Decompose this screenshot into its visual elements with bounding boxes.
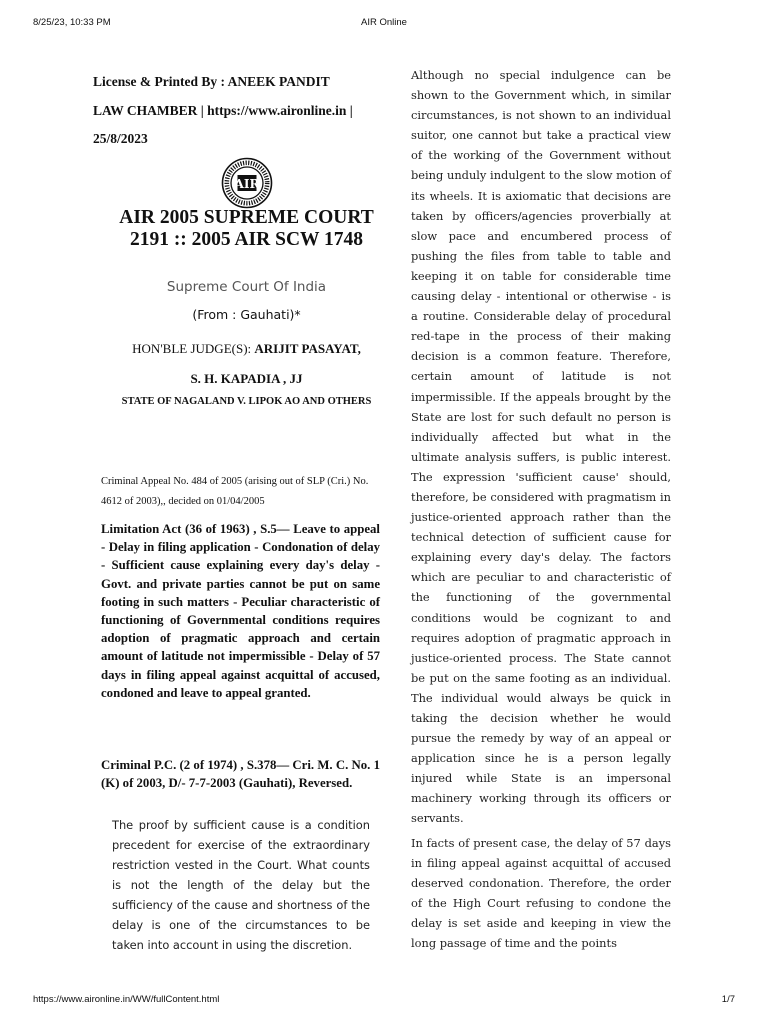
- license-block: [93, 68, 355, 154]
- judgment-paragraph-2: In facts of present case, the delay of 57 days in filing appeal against acquittal of accused deserved condonation. Therefore, the order of the High Court refusing to condone the delay is set aside and keeping in view the long passage of time and the points: [411, 836, 671, 951]
- print-url: https://www.aironline.in/WW/fullContent.html: [33, 994, 220, 1005]
- judges-names-2: S. H. KAPADIA , JJ: [190, 371, 303, 386]
- headnote-limitation: Limitation Act (36 of 1963) , S.5— Leave to appeal - Delay in filing application - Condonation of delay - Sufficient cause explaining every day's delay - Govt. and private parties cannot be put on same footing in such matters - Peculiar characteristic of functioning of Governmental conditions requires adoption of pragmatic approach and certain amount of latitude not impermissible - Delay of 57 days in filing appeal against acquittal of accused, condoned and leave to appeal granted.: [101, 522, 380, 700]
- judges-line-1: [101, 334, 392, 364]
- print-page-title: AIR Online: [361, 17, 407, 28]
- license-line-3: 25/8/2023: [93, 131, 148, 146]
- license-line-1: License & Printed By : ANEEK PANDIT: [93, 74, 330, 89]
- appeal-details: Criminal Appeal No. 484 of 2005 (arising out of SLP (Cri.) No. 4612 of 2003),, decided on 01/04/2005: [101, 476, 369, 507]
- judges-block: [101, 334, 392, 394]
- print-timestamp: 8/25/23, 10:33 PM: [33, 17, 111, 28]
- case-citation: AIR 2005 SUPREME COURT 2191 :: 2005 AIR SCW 1748: [119, 207, 374, 250]
- judges-names-1: ARIJIT PASAYAT,: [254, 341, 361, 356]
- court-from: (From : Gauhati)*: [192, 307, 301, 322]
- license-line-2: LAW CHAMBER | https://www.aironline.in |: [93, 102, 353, 118]
- judges-label: HON'BLE JUDGE(S):: [132, 341, 255, 356]
- judgment-paragraph-1: Although no special indulgence can be shown to the Government which, in similar circumstances, is not shown to an individual suitor, one cannot but take a practical view of the working of the Government without being unduly indulgent to the slow motion of its wheels. It is axiomatic that decisions are taken by officers/agencies proverbially at slow pace and encumbered process of pushing the files from table to table and keeping it on table for considerable time causing delay - intentional or otherwise - is a routine. Considerable delay of procedural red-tape in the process of their making decision is a common feature. Therefore, certain amount of latitude is not impermissible. If the appeals brought by the State are lost for such default no person is individually affected but what in the ultimate analysis suffers, is public interest. The expression 'sufficient cause' should, therefore, be considered with pragmatism in justice-oriented approach rather than the technical detection of sufficient cause for explaining every day's delay. The factors which are peculiar to and characteristic of the functioning of the governmental conditions would be cognizant to and requires adoption of pragmatic approach in justice-oriented process. The State cannot be put on the same footing as an individual. The individual would always be quick in taking the decision whether he would pursue the remedy by way of an appeal or application since he is a person legally injured while State is an impersonal machinery working through its officers or servants.: [411, 68, 671, 826]
- svg-text:AIR: AIR: [234, 177, 260, 191]
- case-parties: STATE OF NAGALAND V. LIPOK AO AND OTHERS: [121, 396, 372, 407]
- print-page-counter: 1/7: [721, 994, 735, 1005]
- quoted-passage: The proof by sufficient cause is a condition precedent for exercise of the extraordinary restriction vested in the Court. What counts is not the length of the delay but the sufficiency of the cause and shortness of the delay is one of the circumstances to be taken into account in using the discretion.: [112, 818, 370, 952]
- headnote-criminal: Criminal P.C. (2 of 1974) , S.378— Cri. M. C. No. 1 (K) of 2003, D/- 7-7-2003 (Gauhati), Reversed.: [101, 758, 380, 791]
- court-name: Supreme Court Of India: [166, 279, 327, 295]
- all-india-reporter-seal-icon: [221, 157, 273, 209]
